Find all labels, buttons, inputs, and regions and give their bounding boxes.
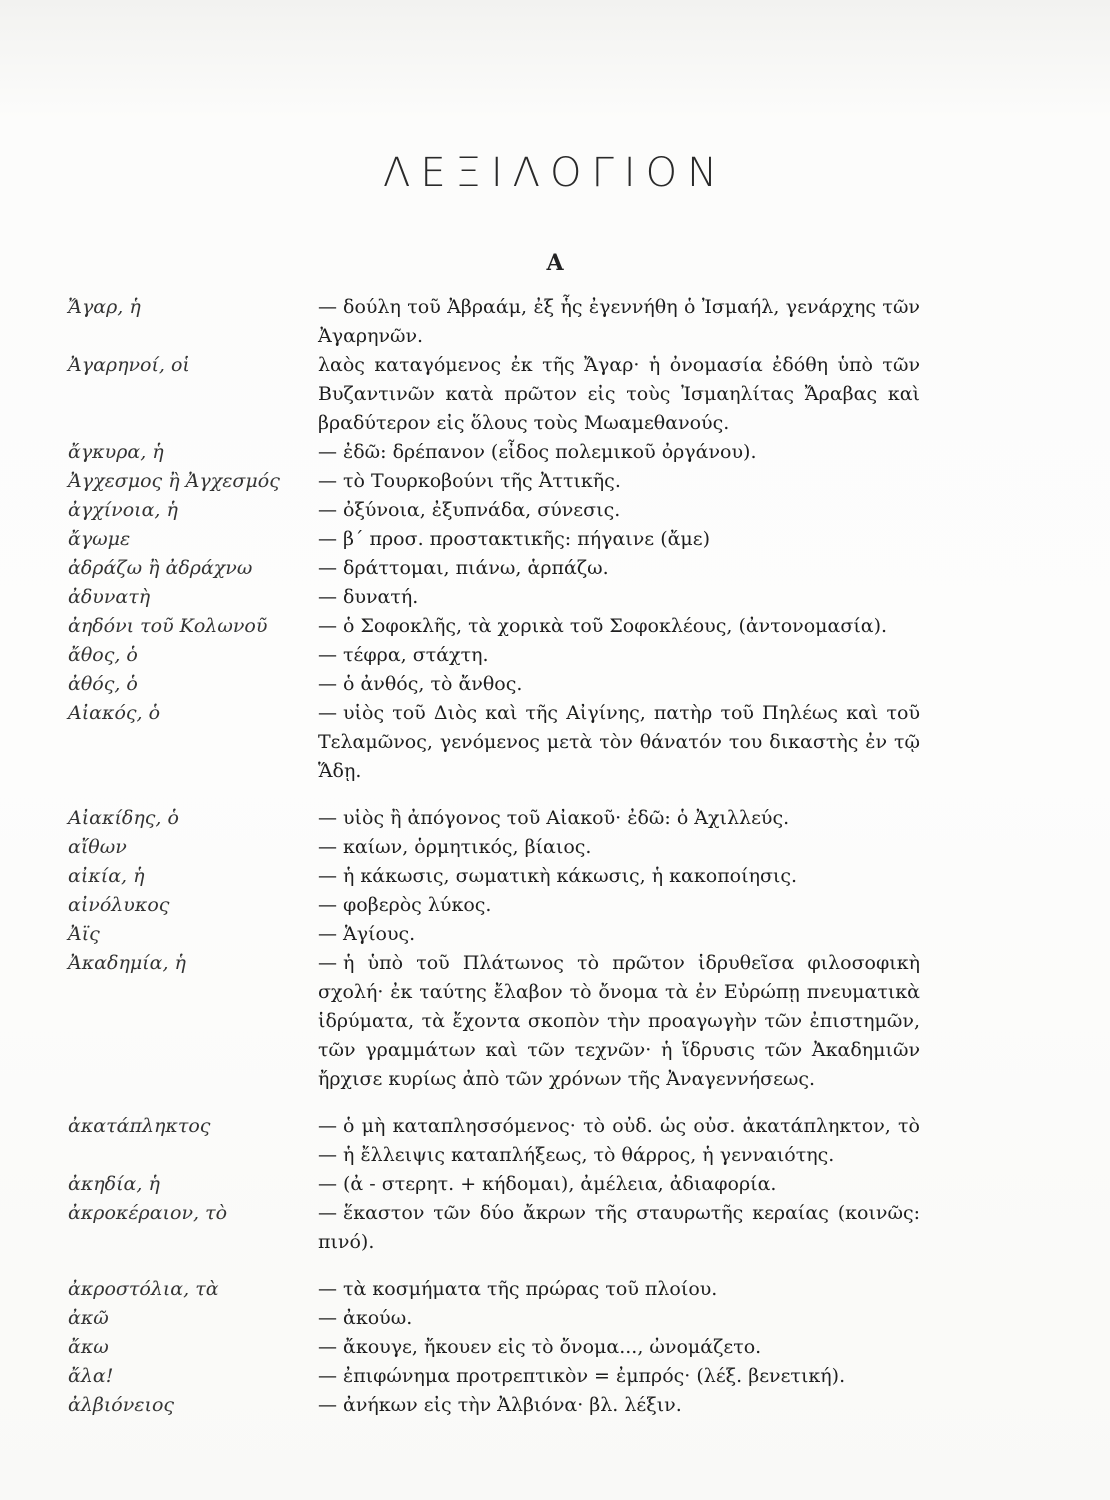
entry-term: Ἄγαρ, ἡ xyxy=(68,296,141,318)
entry-definition xyxy=(318,641,920,670)
entry-definition-text: ὀξύνοια, ἐξυπνάδα, σύνεσις. xyxy=(343,499,621,521)
glossary-entry xyxy=(0,467,1110,496)
entry-definition-text: υἱὸς ἢ ἀπόγονος τοῦ Αἰακοῦ· ἐδῶ: ὁ Ἀχιλλεύς. xyxy=(343,807,790,829)
entry-term: Ἀγχεσμος ἢ Ἀγχεσμός xyxy=(68,470,280,492)
entry-definition-text: δράττομαι, πιάνω, ἁρπάζω. xyxy=(343,557,609,579)
entry-dash: — xyxy=(318,615,337,637)
entry-definition xyxy=(318,1170,920,1199)
entry-definition-text: φοβερὸς λύκος. xyxy=(343,894,492,916)
glossary-entry xyxy=(0,641,1110,670)
entry-term: Αἰακίδης, ὁ xyxy=(68,807,179,829)
glossary-entry xyxy=(0,1391,1110,1420)
entry-term: ἀκροκέραιον, τὸ xyxy=(68,1202,228,1224)
glossary-entry xyxy=(0,920,1110,949)
entry-definition xyxy=(318,1275,920,1304)
glossary-entry xyxy=(0,438,1110,467)
glossary-entry xyxy=(0,1170,1110,1199)
entry-term: ἀθός, ὁ xyxy=(68,673,138,695)
entry-definition xyxy=(318,699,920,786)
entry-definition xyxy=(318,1362,920,1391)
entry-definition-text: υἱὸς τοῦ Διὸς καὶ τῆς Αἰγίνης, πατὴρ τοῦ Πηλέως καὶ τοῦ Τελαμῶνος, γενόμενος μετὰ τὸν θάνατόν του δικαστὴς ἐν τῷ Ἅδῃ. xyxy=(318,702,920,782)
section-letter: Α xyxy=(546,250,564,276)
glossary-entry xyxy=(0,833,1110,862)
entry-definition xyxy=(318,612,920,641)
entry-term: ἀδράζω ἢ ἀδράχνω xyxy=(68,557,253,579)
entry-definition xyxy=(318,804,920,833)
entry-dash: — xyxy=(318,952,337,974)
entry-definition-text: ὁ Σοφοκλῆς, τὰ χορικὰ τοῦ Σοφοκλέους, (ἀντονομασία). xyxy=(343,615,888,637)
entry-definition xyxy=(318,1112,920,1170)
entry-definition xyxy=(318,670,920,699)
entry-term: ἄθος, ὁ xyxy=(68,644,138,666)
entry-dash: — xyxy=(318,1115,337,1137)
glossary-entry xyxy=(0,554,1110,583)
entry-definition xyxy=(318,554,920,583)
entry-dash: — xyxy=(318,499,337,521)
entry-definition xyxy=(318,862,920,891)
entry-definition-text: ἄκουγε, ἤκουεν εἰς τὸ ὄνομα..., ὠνομάζετο. xyxy=(343,1336,762,1358)
entry-definition xyxy=(318,891,920,920)
glossary-entry xyxy=(0,949,1110,1094)
entry-term: ἄκω xyxy=(68,1336,109,1358)
entry-dash: — xyxy=(318,1394,337,1416)
entry-definition-text: Ἁγίους. xyxy=(343,923,416,945)
entry-dash: — xyxy=(318,470,337,492)
entry-term: ἄγκυρα, ἡ xyxy=(68,441,164,463)
entry-term: ἀδυνατὴ xyxy=(68,586,151,608)
entry-dash: — xyxy=(318,1365,337,1387)
entry-term: αἴθων xyxy=(68,836,127,858)
entry-definition xyxy=(318,496,920,525)
entry-term: ἀλβιόνειος xyxy=(68,1394,175,1416)
glossary-entry xyxy=(0,1199,1110,1257)
glossary-entry xyxy=(0,583,1110,612)
entry-term: ἄγωμε xyxy=(68,528,131,550)
entry-definition-text: τὰ κοσμήματα τῆς πρώρας τοῦ πλοίου. xyxy=(343,1278,718,1300)
entry-term: ἄλα! xyxy=(68,1365,114,1387)
entry-dash: — xyxy=(318,923,337,945)
glossary-entry xyxy=(0,496,1110,525)
entry-definition-text: ὁ ἀνθός, τὸ ἄνθος. xyxy=(343,673,523,695)
entry-definition-text: ἕκαστον τῶν δύο ἄκρων τῆς σταυρωτῆς κεραίας (κοινῶς: πινό). xyxy=(318,1202,920,1253)
entry-dash: — xyxy=(318,1336,337,1358)
entry-definition-text: τέφρα, στάχτη. xyxy=(343,644,489,666)
entry-definition-text: ἀκούω. xyxy=(343,1307,413,1329)
entry-term: ἀκῶ xyxy=(68,1307,109,1329)
entry-dash: — xyxy=(318,296,337,318)
entry-definition-text: τὸ Τουρκοβούνι τῆς Ἀττικῆς. xyxy=(343,470,621,492)
glossary-entry xyxy=(0,804,1110,833)
entry-dash: — xyxy=(318,865,337,887)
entry-definition xyxy=(318,920,920,949)
entry-dash: — xyxy=(318,528,337,550)
entry-definition xyxy=(318,438,920,467)
entry-definition xyxy=(318,583,920,612)
entry-definition xyxy=(318,1304,920,1333)
entry-term: ἀηδόνι τοῦ Κολωνοῦ xyxy=(68,615,268,637)
entry-definition-text: ἀνήκων εἰς τὴν Ἀλβιόνα· βλ. λέξιν. xyxy=(343,1394,682,1416)
entry-dash: — xyxy=(318,586,337,608)
entry-dash: — xyxy=(318,1307,337,1329)
entry-definition xyxy=(318,525,920,554)
entry-definition-text: ἡ ὑπὸ τοῦ Πλάτωνος τὸ πρῶτον ἱδρυθεῖσα φιλοσοφικὴ σχολή· ἐκ ταύτης ἔλαβον τὸ ὄνομα τὰ ἐν Εὐρώπῃ πνευματικὰ ἱδρύματα, τὰ ἔχοντα σκοπὸν τὴν προαγωγὴν τῶν ἐπιστημῶν, τῶν γραμμάτων καὶ τῶν τεχνῶν· ἡ ἵδρυσις τῶν Ἀκαδημιῶν ἤρχισε κυρίως ἀπὸ τῶν χρόνων τῆς Ἀναγεννήσεως. xyxy=(318,952,920,1090)
entry-dash: — xyxy=(318,836,337,858)
glossary-entry xyxy=(0,1333,1110,1362)
entry-term: ἀκατάπληκτος xyxy=(68,1115,211,1137)
glossary-entry xyxy=(0,525,1110,554)
glossary-entry xyxy=(0,612,1110,641)
entry-term: Ἀκαδημία, ἡ xyxy=(68,952,186,974)
entry-term: Αἰακός, ὁ xyxy=(68,702,161,724)
entry-definition xyxy=(318,1333,920,1362)
entry-dash: — xyxy=(318,1202,337,1224)
entry-definition xyxy=(318,351,920,438)
entry-term: ἀκηδία, ἡ xyxy=(68,1173,160,1195)
entry-dash: — xyxy=(318,557,337,579)
entry-definition-text: β΄ προσ. προστακτικῆς: πήγαινε (ἄμε) xyxy=(343,528,711,550)
entry-definition-text: ἡ κάκωσις, σωματικὴ κάκωσις, ἡ κακοποίησις. xyxy=(343,865,798,887)
entry-definition-text: ἐπιφώνημα προτρεπτικὸν = ἐμπρός· (λέξ. βενετική). xyxy=(343,1365,846,1387)
entry-definition xyxy=(318,949,920,1094)
entry-definition-text: δυνατή. xyxy=(343,586,419,608)
entry-definition xyxy=(318,467,920,496)
glossary-entry xyxy=(0,1304,1110,1333)
glossary-entry xyxy=(0,1112,1110,1170)
entry-dash: — xyxy=(318,644,337,666)
glossary-entry xyxy=(0,351,1110,438)
entry-definition xyxy=(318,833,920,862)
entry-definition-text: ἐδῶ: δρέπανον (εἶδος πολεμικοῦ ὀργάνου). xyxy=(343,441,757,463)
entry-dash: — xyxy=(318,673,337,695)
entry-term: αἰνόλυκος xyxy=(68,894,170,916)
glossary-entry xyxy=(0,862,1110,891)
entry-definition-text: λαὸς καταγόμενος ἐκ τῆς Ἄγαρ· ἡ ὀνομασία ἐδόθη ὑπὸ τῶν Βυζαντινῶν κατὰ πρῶτον εἰς τοὺς Ἰσμαηλίτας Ἄραβας καὶ βραδύτερον εἰς ὅλους τοὺς Μωαμεθανούς. xyxy=(318,354,920,434)
glossary-entries xyxy=(0,293,1110,1420)
entry-dash: — xyxy=(318,894,337,916)
glossary-entry xyxy=(0,699,1110,786)
entry-definition-text: (ἀ - στερητ. + κήδομαι), ἀμέλεια, ἀδιαφορία. xyxy=(343,1173,777,1195)
glossary-entry xyxy=(0,293,1110,351)
entry-dash: — xyxy=(318,441,337,463)
entry-dash: — xyxy=(318,1173,337,1195)
entry-term: Ἀγαρηνοί, οἱ xyxy=(68,354,190,376)
entry-dash: — xyxy=(318,1278,337,1300)
entry-term: ἀγχίνοια, ἡ xyxy=(68,499,178,521)
entry-definition xyxy=(318,1199,920,1257)
entry-definition-text: δούλη τοῦ Ἀβραάμ, ἐξ ἧς ἐγεννήθη ὁ Ἰσμαήλ, γενάρχης τῶν Ἀγαρηνῶν. xyxy=(318,296,920,347)
entry-dash: — xyxy=(318,702,337,724)
glossary-entry xyxy=(0,1275,1110,1304)
entry-term: αἰκία, ἡ xyxy=(68,865,145,887)
page-title: ΛΕΞΙΛΟΓΙΟΝ xyxy=(382,150,728,196)
glossary-entry xyxy=(0,1362,1110,1391)
glossary-entry xyxy=(0,670,1110,699)
entry-definition xyxy=(318,293,920,351)
entry-dash: — xyxy=(318,807,337,829)
entry-term: ἀκροστόλια, τὰ xyxy=(68,1278,219,1300)
entry-definition xyxy=(318,1391,920,1420)
glossary-entry xyxy=(0,891,1110,920)
entry-term: Ἀϊς xyxy=(68,923,100,945)
entry-definition-text: ὁ μὴ καταπλησσόμενος· τὸ οὐδ. ὡς οὐσ. ἀκατάπληκτον, τὸ — ἡ ἔλλειψις καταπλήξεως, τὸ θάρρος, ἡ γενναιότης. xyxy=(318,1115,920,1166)
entry-definition-text: καίων, ὁρμητικός, βίαιος. xyxy=(343,836,592,858)
